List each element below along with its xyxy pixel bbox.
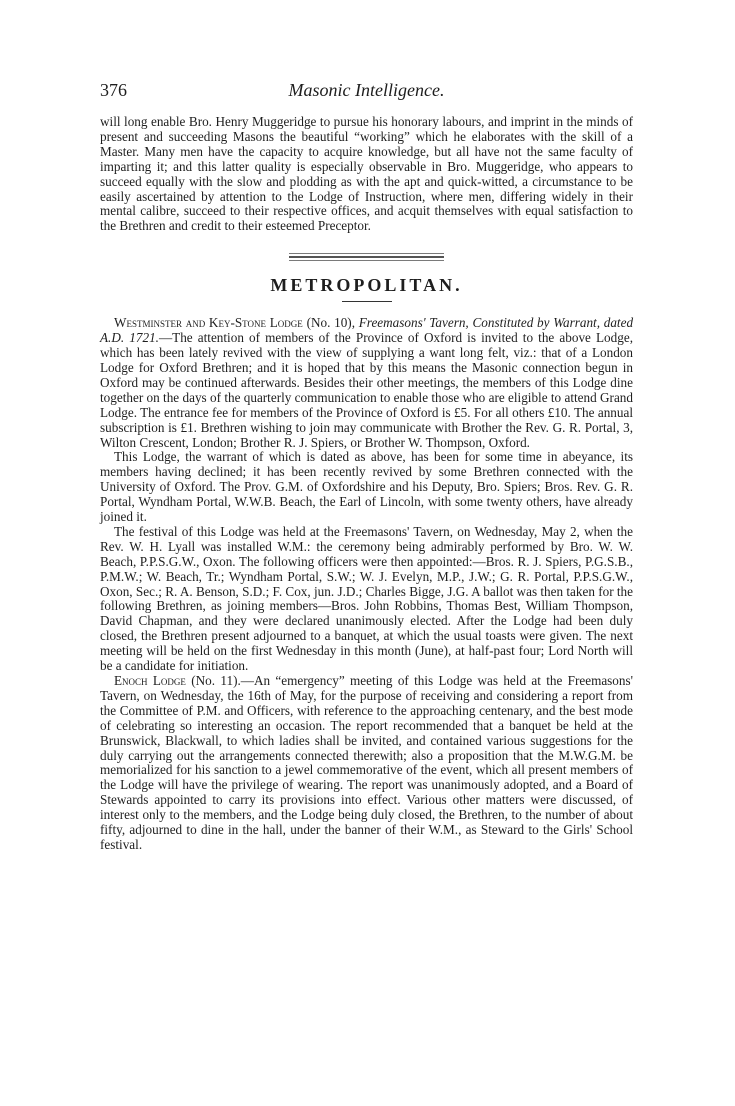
section-divider xyxy=(289,253,444,261)
intro-paragraph: will long enable Bro. Henry Muggeridge to pursue his honorary labours, and imprint in the minds of present and succeeding Masons the beautiful “working” which he elaborates with the skill of a Master. Many men have the capacity to acquire knowledge, but all have not the same faculty of imparting it; and this latter quality is especially observable in Bro. Muggeridge, who appears to succeed equally with the slow and plodding as with the apt and quick-witted, a circumstance to be easily ascertained by attention to the Lodge of Instruction, where men, differing widely in their mental calibre, succeed to their respective offices, and acquit themselves with equal satisfaction to the Brethren and credit to their esteemed Preceptor. xyxy=(100,114,633,234)
paragraph-body: —The attention of members of the Province of Oxford is invited to the above Lodge, which has been lately revived with the view of supplying a want long felt, viz.: that of a London Lodge for Oxford Brethren; and it is hoped that by this means the Masonic connection begun in Oxford may be continued afterwards. Besides their other meetings, the members of this Lodge dine together on the days of the quarterly communication to enable those who are eligible to attend Grand Lodge. The entrance fee for members of the Province of Oxford is £5. For all others £10. The annual subscription is £1. Brethren wishing to join may communicate with Brother the Rev. G. R. Portal, 3, Wilton Crescent, London; Brother R. J. Spiers, or Brother W. Thompson, Oxford. xyxy=(100,330,633,450)
title-underline xyxy=(342,301,392,302)
page-content xyxy=(100,115,633,853)
running-title: Masonic Intelligence. xyxy=(288,80,445,100)
paragraph-body: (No. 11).—An “emergency” meeting of this Lodge was held at the Freemasons' Tavern, on Wednesday, the 16th of May, for the purpose of receiving and considering a report from the Committee of P.M. and Officers, with reference to the approaching centenary, and the best mode of celebrating so interesting an occasion. The report recommended that a banquet be held at the Brunswick, Blackwall, to which ladies shall be invited, and contained various suggestions for the duly carrying out the arrangements connected therewith; also a proposition that the M.W.G.M. be memorialized for his sanction to a jewel commemorative of the event, which all present members of the Lodge will have the privilege of wearing. The report was unanimously adopted, and a Board of Stewards appointed to carry its provisions into effect. Various other matters were discussed, of interest only to the members, and the Lodge being duly closed, the Brethren, to the number of about fifty, adjourned to dine in the hall, under the banner of their W.M., as Steward to the Girls' School festival. xyxy=(100,673,634,852)
divider-line xyxy=(289,253,444,254)
page-number: 376 xyxy=(100,80,127,100)
page-header xyxy=(100,80,633,104)
lodge-location: Freemasons' Tavern, Constituted by Warrant, dated A.D. 1721. xyxy=(100,315,634,346)
westminster-festival-paragraph: The festival of this Lodge was held at the Freemasons' Tavern, on Wednesday, May 2, when the Rev. W. H. Lyall was installed W.M.: the ceremony being admirably performed by Bro. W. W. Beach, P.P.S.G.W., Oxon. The following officers were then appointed:—Bros. R. J. Spiers, P.G.S.B., P.M.W.; W. Beach, Tr.; Wyndham Portal, S.W.; W. J. Evelyn, M.P., J.W.; G. R. Portal, P.P.S.G.W., Oxon, Sec.; R. A. Benson, S.D.; F. Cox, jun. J.D.; Charles Bigge, J.G. A ballot was then taken for the following Brethren, as joining members—Bros. John Robbins, Thomas Best, William Thompson, David Chapman, and they were declared unanimously elected. After the Lodge had been duly closed, the Brethren present adjourned to a banquet, at which the usual toasts were given. The next meeting will be held on the first Wednesday in this month (June), at half-past four; Lord North will be a candidate for initiation. xyxy=(100,523,634,674)
westminster-history-paragraph: This Lodge, the warrant of which is dated as above, has been for some time in abeyance, its members having declined; it has been recently revived by some Brethren connected with the University of Oxford. The Prov. G.M. of Oxfordshire and his Deputy, Bro. Spiers; Bros. Rev. G. R. Portal, Wyndham Portal, W.W.B. Beach, the Earl of Lincoln, with some twenty others, have already joined it. xyxy=(100,449,633,525)
enoch-lodge-paragraph xyxy=(100,674,633,853)
westminster-lodge-paragraph xyxy=(100,316,633,450)
divider-line xyxy=(289,260,444,261)
divider-line xyxy=(289,256,444,258)
lodge-name: Westminster and Key-Stone Lodge xyxy=(114,315,303,331)
lodge-number: (No. 10), xyxy=(306,315,355,331)
section-title: METROPOLITAN. xyxy=(270,275,463,296)
lodge-name: Enoch Lodge xyxy=(114,673,186,688)
